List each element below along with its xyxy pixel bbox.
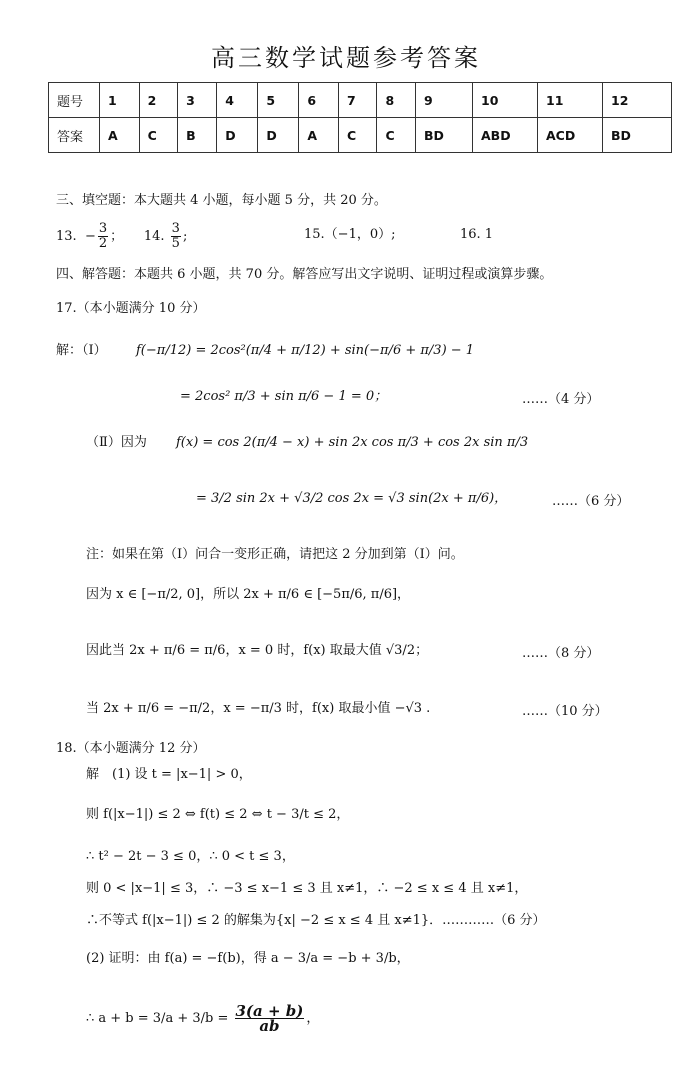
q17-score-4: ……（10 分） [522, 704, 608, 719]
q18-line-3: ∴ t² − 2t − 3 ≤ 0，∴ 0 < t ≤ 3， [86, 849, 295, 864]
answer-cell: BD [416, 118, 473, 153]
q17-part1-label: 解：（Ⅰ） [56, 343, 107, 358]
answer-cell: C [139, 118, 178, 153]
q16-answer: 16. 1 [460, 227, 494, 242]
q18-line-4: 则 0 < |x−1| ≤ 3，∴ −3 ≤ x−1 ≤ 3 且 x≠1，∴ −2 ≤ x ≤ 4 且 x≠1， [86, 881, 528, 896]
q17-line-3: f(x) = cos 2(π/4 − x) + sin 2x cos π/3 + cos 2x sin π/3 [176, 435, 529, 450]
question-number: 2 [139, 83, 178, 118]
q18-line-1: 解 (1) 设 t = |x−1| > 0， [86, 767, 252, 782]
q13-label: 13. [56, 229, 77, 244]
q13-denominator: 2 [98, 236, 108, 251]
answer-table [48, 82, 672, 153]
question-number: 11 [538, 83, 603, 118]
q14-denominator: 5 [171, 236, 180, 251]
answer-cell: ABD [473, 118, 538, 153]
question-number: 8 [377, 83, 416, 118]
q17-score-1: ……（4 分） [522, 392, 600, 407]
q18-big-denominator: ab [259, 1017, 280, 1035]
q17-note: 注：如果在第（Ⅰ）问合一变形正确，请把这 2 分加到第（Ⅰ）问。 [86, 547, 464, 562]
q18-big-fraction [235, 1004, 305, 1033]
answer-cell: D [217, 118, 258, 153]
q18-line-7-lhs: ∴ a + b = 3/a + 3/b = [86, 1011, 229, 1026]
answer-table-number-row [49, 83, 672, 118]
q18-line-5: ∴不等式 f(|x−1|) ≤ 2 的解集为{x| −2 ≤ x ≤ 4 且 x≠1}．…………（6 分） [86, 913, 546, 928]
q14-end: ; [182, 229, 188, 244]
q13-end: ； [110, 229, 124, 244]
q17-line-4: = 3/2 sin 2x + √3/2 cos 2x = √3 sin(2x + π/6)， [196, 491, 508, 506]
question-number: 4 [217, 83, 258, 118]
q13-fraction [98, 222, 108, 251]
question-number: 1 [100, 83, 140, 118]
question-number: 12 [603, 83, 672, 118]
q14-fraction [171, 222, 181, 251]
answer-cell: A [100, 118, 140, 153]
q18-big-numerator: 3(a + b) [235, 1002, 304, 1020]
q17-line-7: 当 2x + π/6 = −π/2，x = −π/3 时，f(x) 取最小值 −√3 . [86, 701, 431, 716]
q17-line-5: 因为 x ∈ [−π/2, 0]，所以 2x + π/6 ∈ [−5π/6, π/6]， [86, 587, 411, 602]
number-row-label: 题号 [49, 83, 100, 118]
question-number: 9 [416, 83, 473, 118]
q13-numerator: 3 [98, 221, 108, 236]
answer-cell: D [258, 118, 299, 153]
q18-title: 18.（本小题满分 12 分） [56, 741, 206, 756]
answer-cell: A [299, 118, 339, 153]
section-4-heading: 四、解答题：本题共 6 小题，共 70 分。解答应写出文字说明、证明过程或演算步骤。 [56, 267, 553, 282]
q17-line-6: 因此当 2x + π/6 = π/6，x = 0 时，f(x) 取最大值 √3/2； [86, 643, 429, 658]
question-number: 7 [338, 83, 377, 118]
answer-cell: C [338, 118, 377, 153]
question-number: 10 [473, 83, 538, 118]
q18-line-7-end: ， [306, 1011, 320, 1026]
q17-part2-label: （Ⅱ）因为 [86, 435, 147, 450]
q14-numerator: 3 [171, 221, 180, 236]
answer-cell: C [377, 118, 416, 153]
q15-answer: 15.（−1，0）; [304, 227, 396, 242]
q13-sign: − [84, 229, 96, 244]
q17-title: 17.（本小题满分 10 分） [56, 301, 206, 316]
q17-score-2: ……（6 分） [552, 494, 630, 509]
q17-line-2: = 2cos² π/3 + sin π/6 − 1 = 0； [180, 389, 388, 404]
page-title: 高三数学试题参考答案 [211, 44, 481, 72]
answer-cell: ACD [538, 118, 603, 153]
answer-cell: BD [603, 118, 672, 153]
q14-label: 14. [143, 229, 165, 244]
answer-table-answer-row [49, 118, 672, 153]
q17-line-1: f(−π/12) = 2cos²(π/4 + π/12) + sin(−π/6 + π/3) − 1 [136, 343, 475, 358]
q18-line-2: 则 f(|x−1|) ≤ 2 ⇔ f(t) ≤ 2 ⇔ t − 3/t ≤ 2， [86, 807, 350, 822]
answer-row-label: 答案 [49, 118, 100, 153]
q18-line-6: (2) 证明：由 f(a) = −f(b)，得 a − 3/a = −b + 3/b， [86, 951, 410, 966]
q17-score-3: ……（8 分） [522, 646, 600, 661]
q18-line-7 [86, 1004, 319, 1034]
question-number: 3 [178, 83, 217, 118]
answer-cell: B [178, 118, 217, 153]
fill-in-answers-line [56, 222, 187, 251]
question-number: 5 [258, 83, 299, 118]
section-3-heading: 三、填空题：本大题共 4 小题，每小题 5 分，共 20 分。 [56, 193, 387, 208]
question-number: 6 [299, 83, 339, 118]
